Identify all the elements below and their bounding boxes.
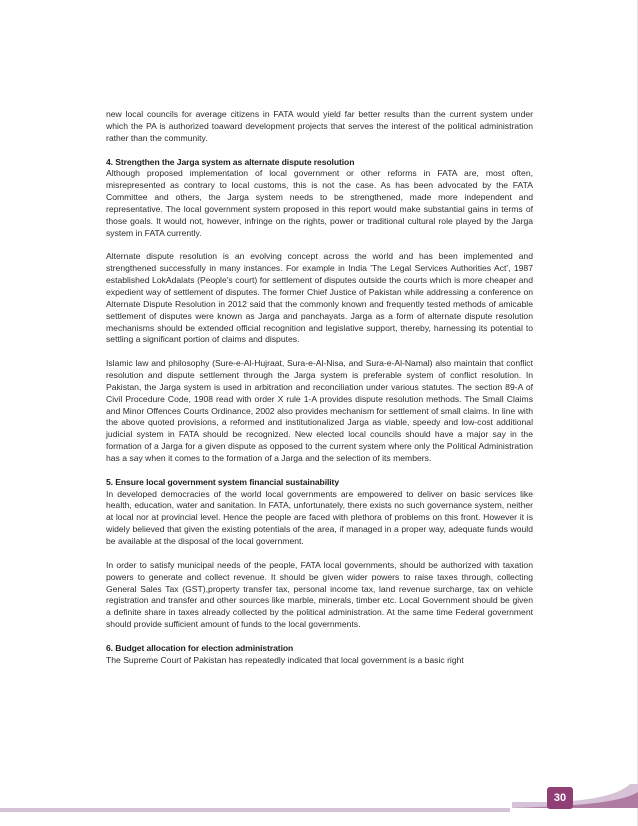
paragraph: The Supreme Court of Pakistan has repeatedly indicated that local government is a basic right [106, 654, 464, 665]
footer-rule [0, 808, 510, 812]
footer-tab-shape [512, 784, 638, 812]
paragraph: Islamic law and philosophy (Sure-e-Al-Hujraat, Sura-e-Al-Nisa, and Sura-e-Al-Namal) also maintain that conflict resolution and dispute settlement through the Jarga system is preferable system of conflict resolution. In Pakistan, the Jarga system is used in arbitration and reconciliation under various statutes. The section 89-A of Civil Procedure Code, 1908 read with order X rule 1-A provides dispute resolution methods. The Small Claims and Minor Offences Courts Ordinance, 2002 also provides mechanism for settlement of small claims. In line with the above quoted provisions, a reformed and institutionalized Jarga as viable, speedy and low-cost additional judicial system in FATA should be recognized. New elected local councils should have a major say in the formation of a Jarga for a given dispute as opposed to the current system where only the Political Administration has a say when it comes to the formation of a Jarga and the selection of its members. [106, 358, 533, 463]
section-heading-4: 4. Strengthen the Jarga system as alternate dispute resolution [106, 156, 355, 167]
paragraph: In order to satisfy municipal needs of the people, FATA local governments, should be authorized with taxation powers to generate and collect revenue. It should be given wider powers to raise taxes through, collecting General Sales Tax (GST),property transfer tax, personal income tax, land revenue surcharge, tax on vehicle registration and transfer and other sources like marble, minerals, timber etc. Local Government should be given a definite share in taxes already collected by the political administration. At the same time Federal government should provide sufficient amount of funds to the local governments. [106, 559, 533, 630]
paragraph: Alternate dispute resolution is an evolving concept across the world and has been implemented and strengthened successfully in many instances. For example in India 'The Legal Services Authorities Act', 1987 established LokAdalats (People's court) for settlement of disputes outside the courts which is more cheaper and expedient way of settlement of disputes. The former Chief Justice of Pakistan while addressing a conference on Alternate Dispute Resolution in 2012 said that the commonly known and frequently tested methods of amicable settlement of disputes were known as Jarga and panchayats. Jarga as a form of alternate dispute resolution mechanisms should be extended official recognition and legislative support, thereby, harnessing its potential to settling a significant portion of claims and disputes. [106, 251, 533, 345]
section-heading-5: 5. Ensure local government system financial sustainability [106, 476, 339, 487]
paragraph: In developed democracies of the world local governments are empowered to deliver on basic services like health, education, water and sanitation. In FATA, unfortunately, there exists no such governance system, neither at local nor at provincial level. Hence the people are faced with plethora of problems on this front. However it is widely believed that given the existing potentials of the area, if managed in a proper way, adequate funds would be available at the disposal of the local government. [106, 488, 533, 546]
paragraph: new local councils for average citizens in FATA would yield far better results than the current system under which the PA is authorized toaward development projects that serves the interest of the political administration rather than the community. [106, 109, 533, 143]
paragraph: Although proposed implementation of local government or other reforms in FATA are, most often, misrepresented as contrary to local customs, this is not the case. As has been advocated by the FATA Committee and others, the Jarga system needs to be strengthened, made more independent and representative. The local government system proposed in this report would make substantial gains in terms of those goals. It would not, however, infringe on the rights, power or traditional cultural role played by the Jarga system in FATA currently. [106, 168, 533, 238]
section-heading-6: 6. Budget allocation for election administration [106, 642, 294, 653]
document-body [106, 109, 533, 679]
page-number: 30 [547, 787, 573, 809]
